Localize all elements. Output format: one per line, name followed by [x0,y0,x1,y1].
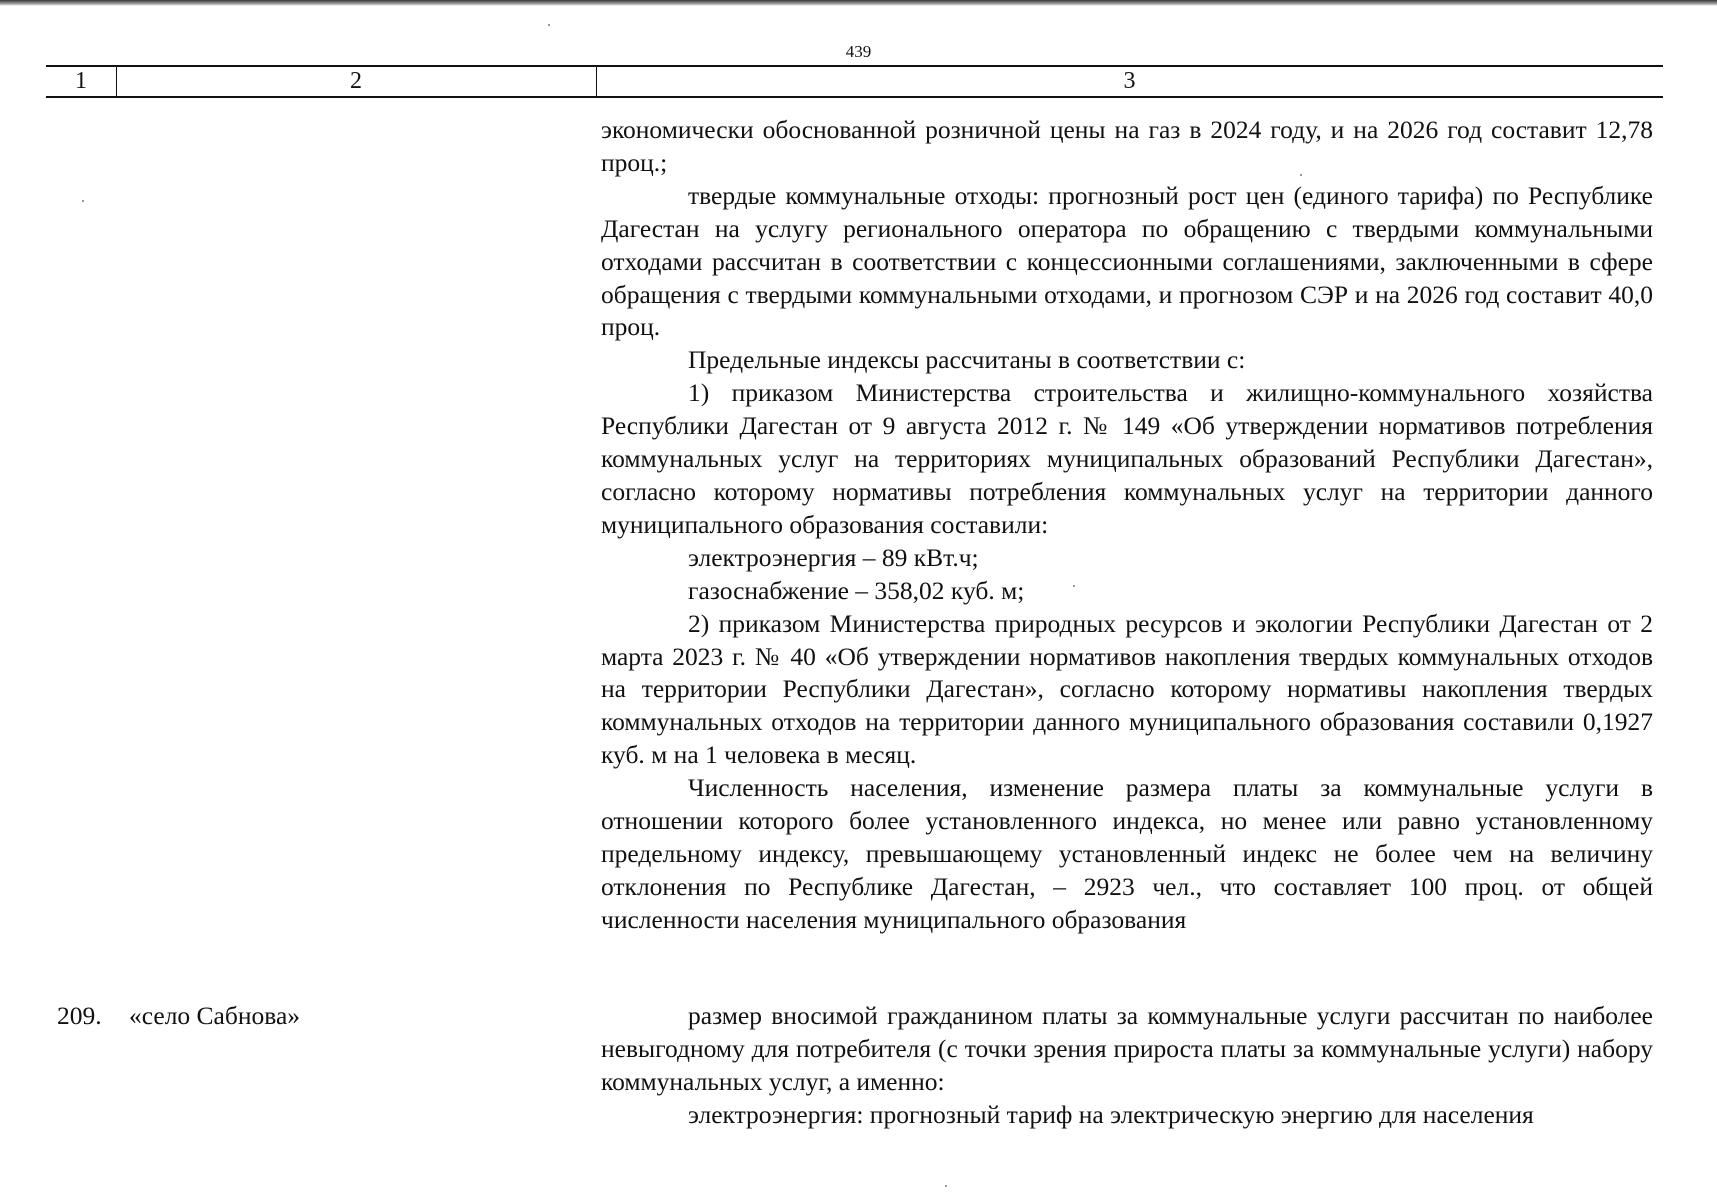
paragraph: газоснабжение – 358,02 куб. м; [688,575,1025,605]
column-3-text-block [601,114,1653,937]
column-header-row [46,65,1663,98]
paragraph: Численность населения, изменение размера платы за коммунальные услуги в отношении которого более установленного индекса, но менее или равно установленному предельному индексу, превышающему установленный индекс не более чем на величину отклонения по Республике Дагестан, – 2923 чел., что составляет 100 проц. от общей численности населения муниципального образования [601,773,1653,934]
scan-speck [1300,174,1302,176]
page-number: 439 [845,42,872,61]
paragraph: экономически обоснованной розничной цены на газ в 2024 году, и на 2026 год составит 12,78 проц.; [601,115,1653,177]
entry-name: «село Сабнова» [129,1001,301,1030]
paragraph: твердые коммунальные отходы: прогнозный рост цен (единого тарифа) по Республике Дагестан на услугу регионального оператора по обращению с твердыми коммунальными отходами рассчитан в соответствии с концессионными соглашениями, заключенными в сфере обращения с твердыми коммунальными отходами, и прогнозом СЭР и на 2026 год составит 40,0 проц. [601,180,1653,342]
paragraph: Предельные индексы рассчитаны в соответствии с: [688,345,1246,375]
scan-edge [0,0,1717,6]
scan-speck [945,1185,947,1187]
scan-speck [1073,585,1075,587]
column-header-1: 1 [75,68,87,94]
entry-number: 209. [57,1001,102,1030]
column-header-3: 3 [1123,68,1136,94]
paragraph: 2) приказом Министерства природных ресурсов и экологии Республики Дагестан от 2 марта 2023 г. № 40 «Об утверждении нормативов накопления твердых коммунальных отходов на территории Республики Дагестан», согласно которому нормативы накопления твердых коммунальных отходов на территории данного муниципального образования составили 0,1927 куб. м на 1 человека в месяц. [601,608,1653,770]
scan-speck [548,24,550,26]
paragraph: электроэнергия: прогнозный тариф на электрическую энергию для населения [688,1099,1534,1129]
paragraph: размер вносимой гражданином платы за коммунальные услуги рассчитан по наиболее невыгодному для потребителя (с точки зрения прироста платы за коммунальные услуги) набору коммунальных услуг, а именно: [601,1001,1653,1096]
scan-speck [82,200,84,202]
paragraph: 1) приказом Министерства строительства и жилищно-коммунального хозяйства Республики Дагестан от 9 августа 2012 г. № 149 «Об утверждении нормативов потребления коммунальных услуг на территориях муниципальных образований Республики Дагестан», согласно которому нормативы потребления коммунальных услуг на территории данного муниципального образования составили: [601,378,1653,539]
column-header-2: 2 [350,68,362,94]
entry-text-block [601,1000,1653,1132]
paragraph: электроэнергия – 89 кВт.ч; [688,542,979,572]
